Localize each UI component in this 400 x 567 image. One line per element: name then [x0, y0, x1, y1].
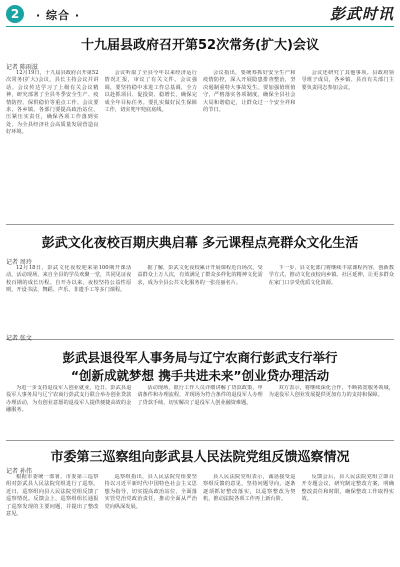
page-number-badge: 2 — [6, 5, 24, 23]
article-3-headline-line2: “创新成就梦想 携手共进未来”创业贷办理活动 — [70, 368, 330, 383]
article-4-paragraph: 反馈会后，县人民法院党组立即召开专题会议，研究制定整改方案，明确整改责任和时限，确保整改工作取得实效。 — [301, 474, 394, 503]
article-4-byline: 记者 孙伟 — [6, 468, 32, 475]
article-4-paragraph: 巡察组指出，县人民法院党组要坚持以习近平新时代中国特色社会主义思想为指导，切实提高政治站位，全面落实管党治党政治责任，推动全面从严治党向纵深发展。 — [104, 474, 197, 510]
article-2-body — [6, 265, 394, 327]
article-1-paragraph: 会议听取了全县今年以来经济运行情况汇报，审议了有关文件。会议强调，要坚持稳中求进工作总基调，全力以赴抓项目、促投资、稳增长，确保完成全年目标任务。要扎实做好民生保障工作，切实兜牢兜底底线。 — [104, 70, 197, 114]
article-4-paragraph: 根据市委统一部署，市委第三巡察组对彭武县人民法院党组进行了巡察。近日，巡察组向县人民法院党组反馈了巡察情况。反馈会上，巡察组组长通报了巡察发现的主要问题，并提出了整改意见。 — [6, 474, 99, 518]
article-1-paragraph: 会议指出，要统筹抓好安全生产和疫情防控，深入开展隐患排查整治，坚决遏制重特大事故发生。要加强值班值守，严格落实各项制度，确保全县社会大局和谐稳定，让群众过一个安全祥和的节日。 — [203, 70, 296, 114]
article-3-paragraph: 活动现场，银行工作人员详细讲解了贷款政策、申请条件和办理流程，并现场为符合条件的退役军人办理了贷款手续，切实解决了退役军人创业融资难题。 — [137, 385, 263, 406]
article-3-paragraph: 为进一步支持退役军人创业就业，近日，彭武县退役军人事务局与辽宁农商行彭武支行联合举办创业贷款办理活动，为有创业意愿的退役军人提供便捷高效的金融服务。 — [6, 385, 132, 414]
article-2-paragraph: 下一步，县文化部门将继续丰富课程内容，创新教学方式，推动文化夜校向乡镇、社区延伸，让更多群众在家门口享受优质文化资源。 — [268, 265, 394, 286]
section-name: · 综合 · — [36, 9, 81, 22]
article-4-body — [6, 474, 394, 562]
article-1-body — [6, 70, 394, 218]
article-1-headline: 十九届县政府召开第52次常务(扩大)会议 — [81, 38, 319, 53]
section-divider — [6, 224, 394, 225]
article-3-body — [6, 385, 394, 441]
article-2-byline: 记者 周玲 — [6, 259, 32, 266]
article-3-headline-line1: 彭武县退役军人事务局与辽宁农商行彭武支行举行 — [62, 350, 338, 365]
header-rule — [6, 26, 394, 27]
page-header — [0, 0, 400, 28]
article-1-paragraph: 12月19日，十九届县政府召开第52次常务(扩大)会议，县长主持会议并讲话。会议传达学习了上级有关会议精神，研究部署了全县冬季安全生产、疫情防控、保供稳价等重点工作。会议要求，各乡镇、各部门要提高政治站位，压紧压实责任，确保各项工作落到实处，为全县经济社会高质量发展营造良好环境。 — [6, 70, 99, 136]
article-3-paragraph: 双方表示，将继续深化合作，不断拓宽服务领域，为退役军人创业发展提供更加有力的支持和保障。 — [268, 385, 394, 399]
article-3-byline: 记者 张文 — [6, 335, 32, 342]
article-4-paragraph: 县人民法院党组表示，诚恳接受巡察组反馈的意见，坚持问题导向，逐条逐项抓好整改落实，以巡察整改为契机，推动法院各项工作再上新台阶。 — [203, 474, 296, 503]
article-2-paragraph: 据了解，彭武文化夜校累计开展课程近百场次，受益群众上万人次，有效满足了群众多样化的精神文化需求，成为全县公共文化服务的一张亮丽名片。 — [137, 265, 263, 286]
masthead-logo: 彭武时讯 — [329, 5, 394, 23]
article-2-paragraph: 12月18日，彭武文化夜校迎来第100期开课活动。活动现场，来自全县的学员欢聚一堂，共同见证夜校百期的成长历程。自开办以来，夜校坚持公益性原则，开设书法、舞蹈、声乐、非遗手工等多门课程。 — [6, 265, 132, 294]
article-2-headline: 彭武文化夜校百期庆典启幕 多元课程点亮群众文化生活 — [41, 236, 359, 251]
section-divider — [6, 339, 394, 340]
article-1-byline: 记者 陈雨滋 — [6, 64, 38, 71]
article-1-paragraph: 会议还研究了其他事项。县政府领导班子成员，各乡镇、县直有关部门主要负责同志参加会议。 — [301, 70, 394, 91]
section-divider — [6, 440, 394, 441]
article-4-headline: 市委第三巡察组向彭武县人民法院党组反馈巡察情况 — [50, 450, 350, 465]
